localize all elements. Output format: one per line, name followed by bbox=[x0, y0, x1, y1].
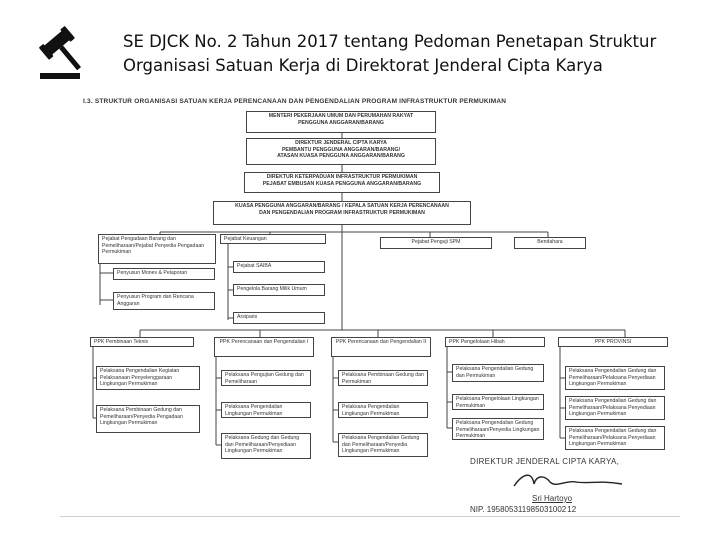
node-menteri bbox=[246, 111, 436, 133]
signature-title: DIREKTUR JENDERAL CIPTA KARYA, bbox=[470, 457, 620, 466]
node-pejabat-keuangan: Pejabat Keuangan bbox=[220, 234, 326, 244]
node-kpa-line2: DAN PENGENDALIAN PROGRAM INFRASTRUKTUR PERMUKIMAN bbox=[259, 209, 425, 216]
node-ppk-provinsi: PPK PROVINSI bbox=[558, 337, 668, 347]
node-sub-1-2: Pelaksana Pembinaan Gedung dan Pemeliharaan/Penyedia Pengadaan Lingkungan Permukiman bbox=[96, 405, 200, 433]
node-dirjen-line1: DIREKTUR JENDERAL CIPTA KARYA bbox=[295, 140, 387, 146]
node-sub-1-1: Pelaksana Pengendalian Kegiatan Pelaksanaan Penyelenggaraan Lingkungan Permukiman bbox=[96, 366, 200, 390]
node-pejabat-saiba: Pejabat SAIBA bbox=[233, 261, 325, 273]
node-sub-3-2: Pelaksana Pengendalian Lingkungan Permukiman bbox=[338, 402, 428, 418]
node-penyusun-monev: Penyusun Monev & Pelaporan bbox=[113, 268, 215, 280]
node-direktur bbox=[244, 172, 440, 193]
node-penyusun-program: Penyusun Program dan Rencana Anggaran bbox=[113, 292, 215, 310]
signature-nip: NIP. 195805311985031002 bbox=[470, 505, 567, 514]
signature-block bbox=[470, 457, 690, 514]
node-dirjen bbox=[246, 138, 436, 165]
node-sub-4-2: Pelaksana Pengelolaan Lingkungan Permukiman bbox=[452, 394, 544, 410]
node-dirjen-line2: PEMBANTU PENGGUNA ANGGARAN/BARANG/ bbox=[281, 146, 401, 153]
node-direktur-line2: PEJABAT EMBUSAN KUASA PENGGUNA ANGGARAN/BARANG bbox=[262, 180, 422, 187]
handwritten-signature bbox=[510, 468, 630, 494]
node-menteri-line1: MENTERI PEKERJAAN UMUM DAN PERUMAHAN RAKYAT bbox=[268, 113, 414, 119]
bottom-divider bbox=[60, 516, 680, 517]
node-sub-3-1: Pelaksana Pembinaan Gedung dan Permukiman bbox=[338, 370, 428, 386]
node-pejabat-penguji-spm: Pejabat Penguji SPM bbox=[380, 237, 492, 249]
node-direktur-line1: DIREKTUR KETERPADUAN INFRASTRUKTUR PERMUKIMAN bbox=[266, 174, 418, 180]
node-sub-2-2: Pelaksana Pengendalian Lingkungan Permukiman bbox=[221, 402, 311, 418]
node-ppk-pembinaan-teknis: PPK Pembinaan Teknis bbox=[90, 337, 194, 347]
node-sub-4-1: Pelaksana Pengendalian Gedung dan Permukiman bbox=[452, 364, 544, 382]
page-number: 12 bbox=[567, 505, 577, 514]
node-sub-5-3: Pelaksana Pengendalian Gedung dan Pemeliharaan/Pelaksana Penyediaan Lingkungan Permukiman bbox=[565, 426, 665, 450]
node-bendahara: Bendahara bbox=[514, 237, 586, 249]
title-line-1: SE DJCK No. 2 Tahun 2017 tentang Pedoman Penetapan Struktur bbox=[123, 32, 657, 51]
node-ppk-perencanaan-2: PPK Perencanaan dan Pengendalian II bbox=[331, 337, 431, 357]
node-sub-4-3: Pelaksana Pengendalian Gedung Pemeliharaan/Penyedia Lingkungan Permukiman bbox=[452, 418, 544, 440]
node-sub-5-2: Pelaksana Pengendalian Gedung dan Pemeliharaan/Pelaksana Penyediaan Lingkungan Permukiman bbox=[565, 396, 665, 420]
node-kpa-kasatker bbox=[213, 201, 471, 225]
node-sub-2-1: Pelaksana Pengujian Gedung dan Pemeliharaan bbox=[221, 370, 311, 386]
node-sub-2-3: Pelaksana Gedung dan Gedung dan Pemeliharaan/Penyediaan Lingkungan Permukiman bbox=[221, 433, 311, 459]
node-arsiparis: Arsiparis bbox=[233, 312, 325, 324]
org-chart-heading: I.3. STRUKTUR ORGANISASI SATUAN KERJA PERENCANAAN DAN PENGENDALIAN PROGRAM INFRASTRUKTUR PERMUKIMAN bbox=[83, 98, 507, 105]
node-sub-3-3: Pelaksana Pengendalian Gedung dan Pemeliharaan/Penyedia Lingkungan Permukiman bbox=[338, 433, 428, 457]
node-ppk-pengelolaan-hibah: PPK Pengelolaan Hibah bbox=[445, 337, 545, 347]
node-ppk-perencanaan-1: PPK Perencanaan dan Pengendalian I bbox=[214, 337, 314, 357]
node-pejabat-pengadaan: Pejabat Pengadaan Barang dan Pemeliharaan/Pejabat Penyedia Pengadaan Permukiman bbox=[98, 234, 216, 264]
node-kpa-line1: KUASA PENGGUNA ANGGARAN/BARANG / KEPALA SATUAN KERJA PERENCANAAN bbox=[235, 203, 449, 209]
node-dirjen-line3: ATASAN KUASA PENGGUNA ANGGARAN/BARANG bbox=[277, 153, 405, 160]
node-sub-5-1: Pelaksana Pengendalian Gedung dan Pemeliharaan/Pelaksana Penyediaan Lingkungan Permukiman bbox=[565, 366, 665, 390]
node-menteri-line2: PENGGUNA ANGGARAN/BARANG bbox=[298, 119, 384, 126]
title-line-2: Organisasi Satuan Kerja di Direktorat Jenderal Cipta Karya bbox=[123, 56, 603, 75]
node-pengelola-barang: Pengelola Barang Milik Umum bbox=[233, 284, 325, 296]
signature-nip-row bbox=[470, 505, 690, 514]
signature-name: Sri Hartoyo bbox=[532, 494, 573, 503]
